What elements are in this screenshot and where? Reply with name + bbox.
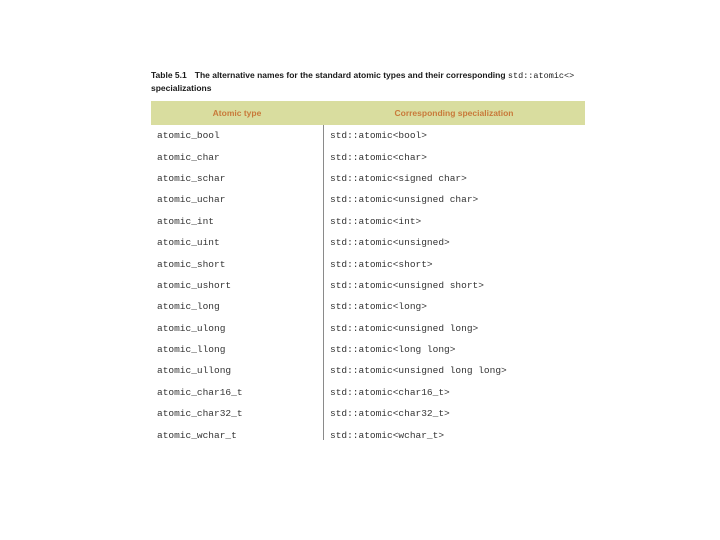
specialization-cell: std::atomic<unsigned> <box>330 237 450 249</box>
table-row <box>151 403 585 424</box>
atomic-type-cell: atomic_char32_t <box>157 408 243 420</box>
header-atomic-type: Atomic type <box>212 108 262 118</box>
table-row <box>151 232 585 253</box>
specialization-cell: std::atomic<unsigned char> <box>330 194 479 206</box>
atomic-type-cell: atomic_int <box>157 215 215 227</box>
table-row <box>151 382 585 403</box>
specialization-cell: std::atomic<short> <box>330 258 433 270</box>
table-row <box>151 125 585 146</box>
atomic-type-cell: atomic_bool <box>157 130 220 142</box>
table-row <box>151 360 585 381</box>
atomic-type-cell: atomic_long <box>157 301 220 313</box>
atomic-type-cell: atomic_char <box>157 151 220 163</box>
specialization-cell: std::atomic<unsigned long long> <box>330 365 507 377</box>
specialization-cell: std::atomic<char16_t> <box>330 386 450 398</box>
table-caption <box>151 69 591 94</box>
atomic-type-cell: atomic_char16_t <box>157 386 243 398</box>
table-row <box>151 253 585 274</box>
specialization-cell: std::atomic<long long> <box>330 344 456 356</box>
specialization-cell: std::atomic<unsigned short> <box>330 279 484 291</box>
column-divider <box>323 125 324 440</box>
table-number: Table 5.1 <box>151 70 187 80</box>
table-header <box>151 101 585 125</box>
specialization-cell: std::atomic<signed char> <box>330 172 467 184</box>
table-row <box>151 189 585 210</box>
specialization-cell: std::atomic<char> <box>330 151 427 163</box>
caption-suffix: specializations <box>151 83 212 93</box>
atomic-type-cell: atomic_llong <box>157 344 226 356</box>
specialization-cell: std::atomic<long> <box>330 301 427 313</box>
specialization-cell: std::atomic<unsigned long> <box>330 322 479 334</box>
table-row <box>151 275 585 296</box>
atomic-type-cell: atomic_schar <box>157 172 226 184</box>
specialization-cell: std::atomic<wchar_t> <box>330 429 445 441</box>
table-row <box>151 339 585 360</box>
specialization-cell: std::atomic<bool> <box>330 130 427 142</box>
table-row <box>151 211 585 232</box>
atomic-type-cell: atomic_short <box>157 258 226 270</box>
table-row <box>151 146 585 167</box>
table-row <box>151 424 585 445</box>
atomic-type-cell: atomic_ushort <box>157 279 232 291</box>
table-row <box>151 296 585 317</box>
table-row <box>151 318 585 339</box>
atomic-type-cell: atomic_wchar_t <box>157 429 237 441</box>
atomic-type-cell: atomic_ullong <box>157 365 232 377</box>
specialization-cell: std::atomic<char32_t> <box>330 408 450 420</box>
atomic-type-cell: atomic_uchar <box>157 194 226 206</box>
table-body <box>151 125 585 446</box>
table-row <box>151 168 585 189</box>
atomic-types-table <box>151 101 585 446</box>
header-corresponding-specialization: Corresponding specialization <box>394 108 514 118</box>
atomic-type-cell: atomic_uint <box>157 237 220 249</box>
specialization-cell: std::atomic<int> <box>330 215 422 227</box>
caption-text: The alternative names for the standard atomic types and their corresponding <box>194 70 508 80</box>
caption-code: std::atomic<> <box>507 71 575 81</box>
atomic-type-cell: atomic_ulong <box>157 322 226 334</box>
